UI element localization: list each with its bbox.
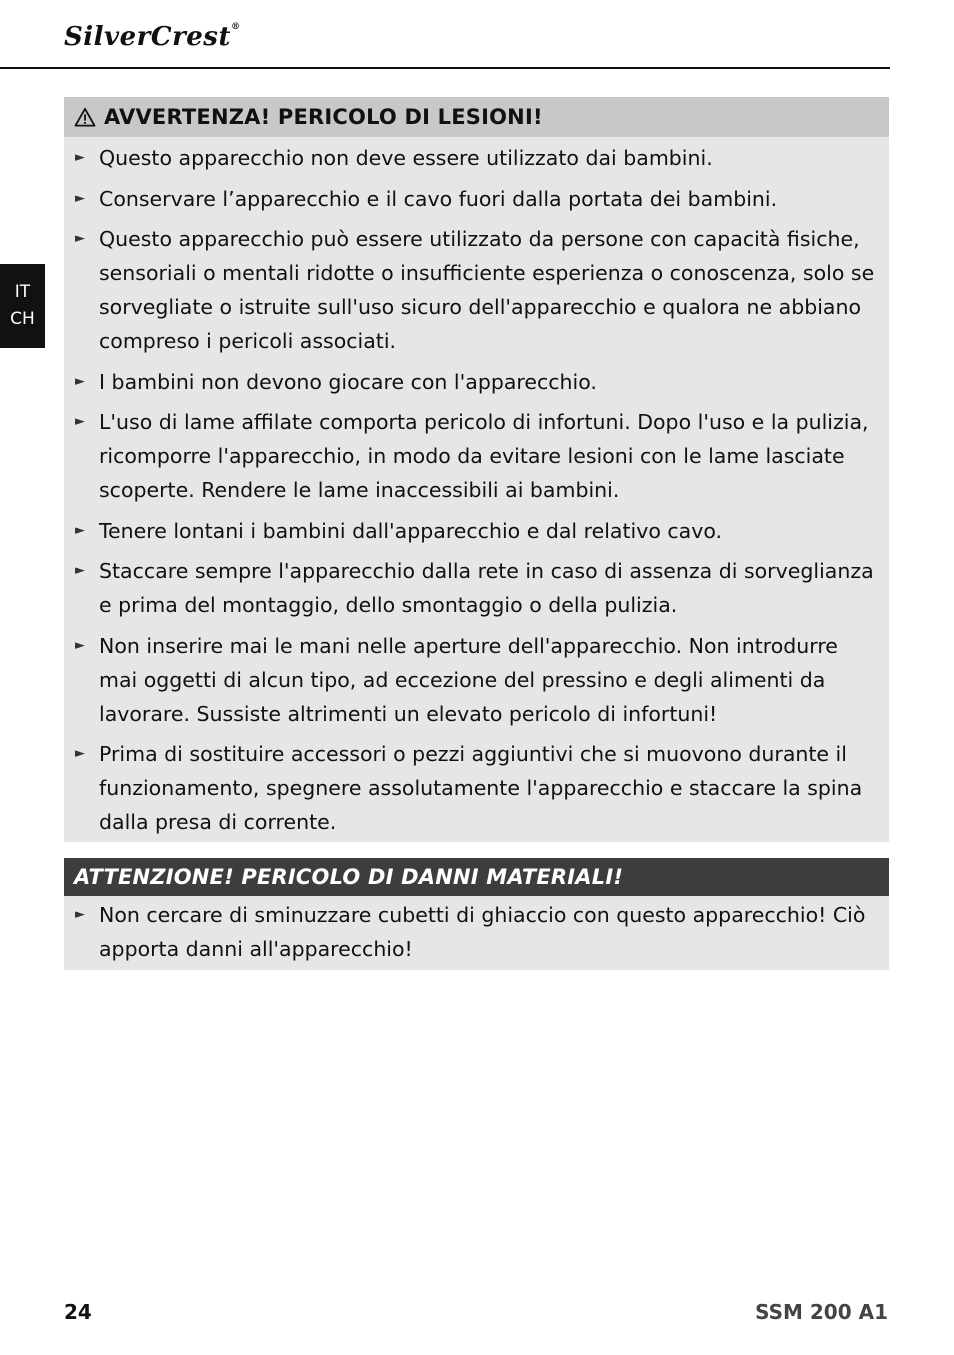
list-item: ► Prima di sostituire accessori o pezzi aggiuntivi che si muovono durante il funzionamento, spegnere assolutamente l'apparecchio e staccare la spina dalla presa di corrente.: [64, 737, 889, 839]
list-item: ► Non inserire mai le mani nelle aperture dell'apparecchio. Non introdurre mai oggetti di alcun tipo, ad eccezione del pressino e degli alimenti da lavorare. Sussiste altrimenti un elevato pericolo di infortuni!: [64, 629, 889, 731]
language-code-it: IT: [14, 282, 31, 302]
caution-list: [64, 896, 889, 966]
brand-logo-text: SilverCrest: [64, 22, 231, 52]
list-item: ► Tenere lontani i bambini dall'apparecchio e dal relativo cavo.: [64, 514, 889, 548]
bullet-arrow-icon: ►: [75, 190, 85, 206]
caution-box: [64, 858, 889, 970]
bullet-arrow-icon: ►: [75, 563, 85, 578]
bullet-arrow-icon: ►: [75, 907, 85, 922]
bullet-arrow-icon: ►: [75, 746, 85, 761]
bullet-arrow-icon: ►: [75, 373, 85, 389]
page-number: 24: [64, 1300, 92, 1324]
warning-box: [64, 97, 889, 842]
bullet-arrow-icon: ►: [75, 231, 85, 246]
caution-header: [64, 858, 889, 896]
warning-triangle-icon: [74, 107, 96, 127]
brand-logo: [64, 22, 240, 52]
registered-mark: ®: [230, 22, 241, 32]
warning-header: [64, 97, 889, 137]
bullet-arrow-icon: ►: [75, 637, 85, 653]
caution-title: ATTENZIONE! PERICOLO DI DANNI MATERIALI!: [74, 865, 624, 889]
list-item: ► Non cercare di sminuzzare cubetti di ghiaccio con questo apparecchio! Ciò apporta danni all'apparecchio!: [64, 898, 889, 966]
header-rule: [0, 67, 890, 69]
list-item: ► Questo apparecchio non deve essere utilizzato dai bambini.: [64, 141, 889, 175]
list-item: ► Conservare l’apparecchio e il cavo fuori dalla portata dei bambini.: [64, 182, 889, 216]
language-tab: [0, 264, 45, 348]
list-item: ► Questo apparecchio può essere utilizzato da persone con capacità fisiche, sensoriali o mentali ridotte o insufficiente esperienza o conoscenza, solo se sorvegliate o istruite sull'uso sicuro dell'apparecchio e qualora ne abbiano compreso i pericoli associati.: [64, 222, 889, 358]
model-number: SSM 200 A1: [755, 1300, 888, 1324]
language-code-ch: CH: [10, 309, 35, 329]
warning-title: AVVERTENZA! PERICOLO DI LESIONI!: [104, 105, 543, 129]
bullet-arrow-icon: ►: [75, 522, 85, 538]
list-item: ► L'uso di lame affilate comporta pericolo di infortuni. Dopo l'uso e la pulizia, ricomporre l'apparecchio, in modo da evitare lesioni con le lame lasciate scoperte. Rendere le lame inaccessibili ai bambini.: [64, 405, 889, 507]
list-item: ► I bambini non devono giocare con l'apparecchio.: [64, 365, 889, 399]
bullet-arrow-icon: ►: [75, 150, 85, 165]
bullet-arrow-icon: ►: [75, 414, 85, 429]
warning-list: [64, 137, 889, 839]
list-item: ► Staccare sempre l'apparecchio dalla rete in caso di assenza di sorveglianza e prima del montaggio, dello smontaggio o della pulizia.: [64, 554, 889, 622]
